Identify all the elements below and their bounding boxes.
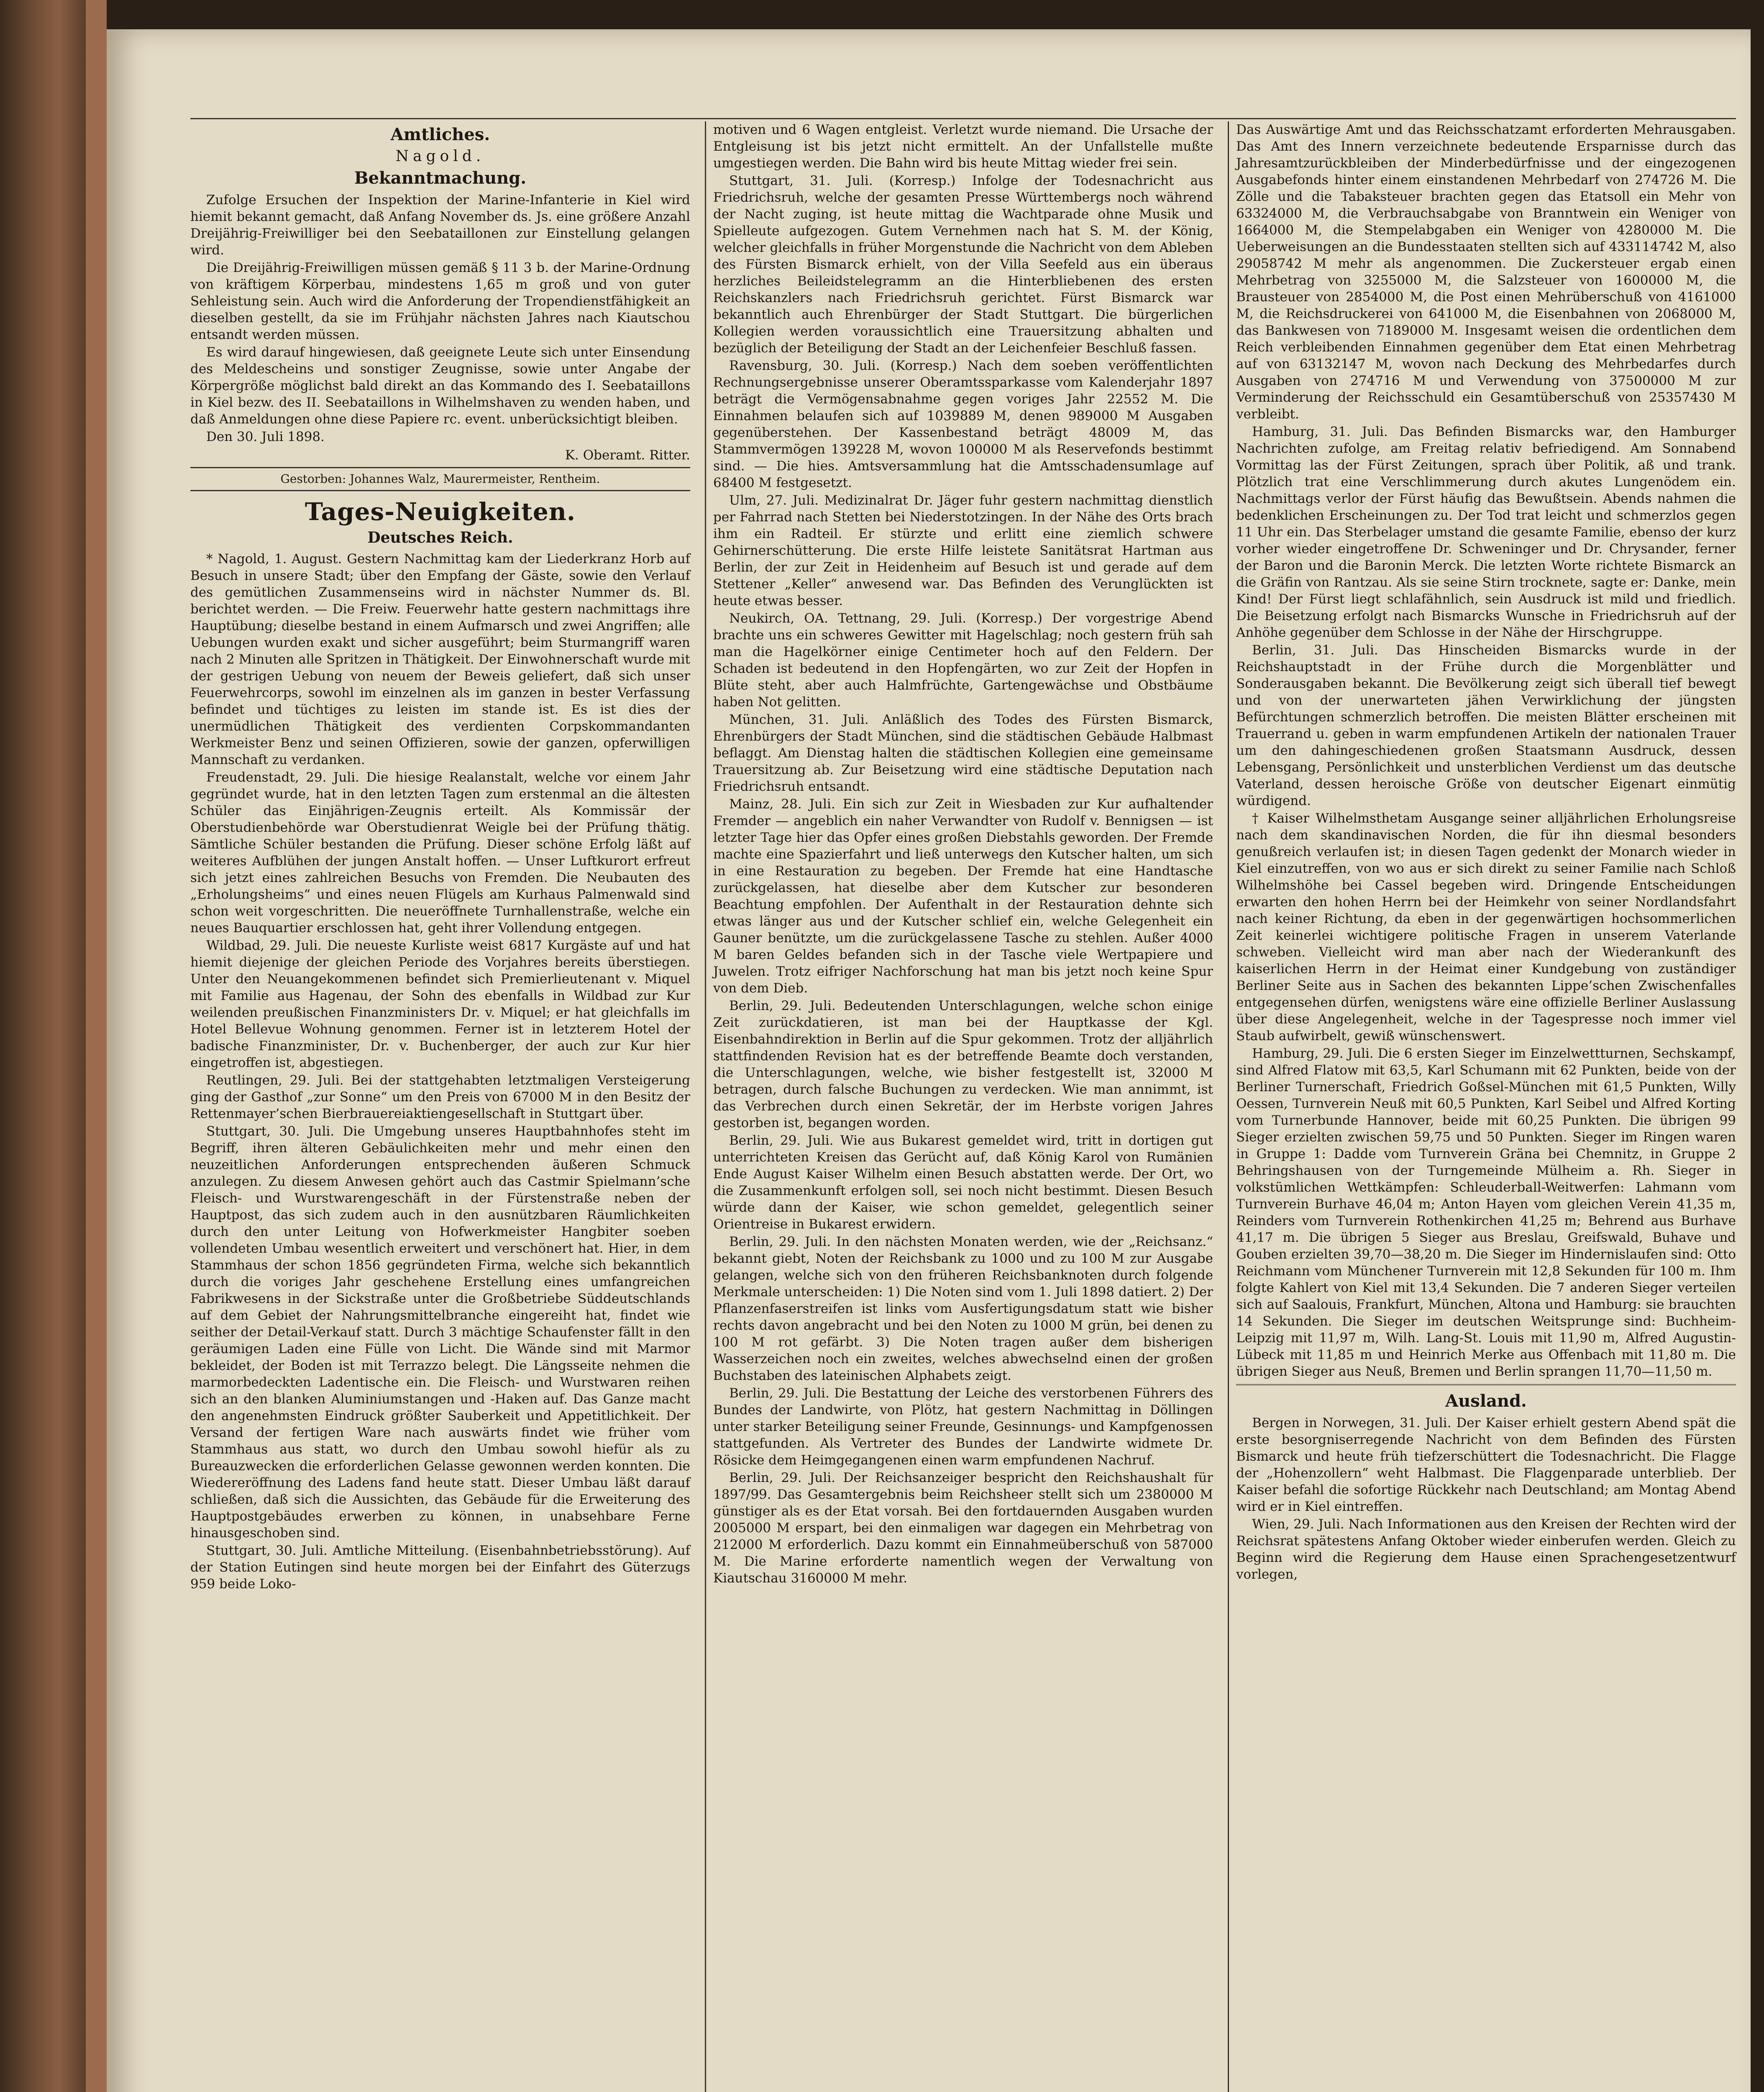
column-rule-1 <box>705 121 706 2092</box>
news-article: Wien, 29. Juli. Nach Informationen aus den Kreisen der Rechten wird der Reichsrat spätestens Anfang Oktober wieder einberufen werden. Gleich zu Beginn wird die Regierung dem Hause einen Sprachengesetzentwurf vorlegen, <box>1236 1517 1736 1582</box>
column-2 <box>713 121 1213 1587</box>
column-rule-2 <box>1228 121 1229 2092</box>
news-article: Wildbad, 29. Juli. Die neueste Kurliste weist 6817 Kurgäste auf und hat hiemit diejenige der gleichen Periode des Vorjahres bereits überstiegen. Unter den Neuangekommenen befindet sich Premierlieutenant v. Miquel mit Familie aus Hagenau, der Sohn des ebenfalls in Wildbad zur Kur weilenden preußischen Finanzministers Dr. v. Miquel; er hat gleichfalls im Hotel Bellevue Wohnung genommen. Ferner ist in letzterem Hotel der badische Finanzminister, Dr. v. Buchenberger, der auch zur Kur hier eingetroffen ist, abgestiegen. <box>190 938 690 1070</box>
top-rule <box>190 118 1736 119</box>
news-article: Berlin, 29. Juli. Bedeutenden Unterschlagungen, welche schon einige Zeit zurückdatieren, ist man bei der Hauptkasse der Kgl. Eisenbahndirektion in Berlin auf die Spur gekommen. Trotz der alljährlich stattfindenden Revision hat es der betreffende Beamte doch verstanden, die Unterschlagungen, welche, wie bisher festgestellt ist, 32000 M betragen, durch falsche Buchungen zu verdecken. Wie man annimmt, ist das Verbrechen durch einen Sekretär, der im Herbste vorigen Jahres gestorben ist, begangen worden. <box>713 998 1213 1131</box>
news-article: Hamburg, 29. Juli. Die 6 ersten Sieger im Einzelwettturnen, Sechskampf, sind Alfred Flatow mit 63,5, Karl Schumann mit 62 Punkten, beide von der Berliner Turnerschaft, Friedrich Goßsel-München mit 61,5 Punkten, Willy Oessen, Turnverein Neuß mit 60,5 Punkten, Karl Seibel und Alfred Korting vom Turnerbunde Hannover, beide mit 60,25 Punkten. Die übrigen 99 Sieger erzielten zwischen 59,75 und 50 Punkten. Sieger im Ringen waren in Gruppe 1: Dadde vom Turnverein Gräna bei Chemnitz, in Gruppe 2 Behringshausen von der Turngemeinde Mülheim a. Rh. Sieger in volkstümlichen Wettkämpfen: Schleuderball-Weitwerfen: Lahmann vom Turnverein Burhave 46,04 m; Anton Hayen vom gleichen Verein 41,35 m, Reinders vom Turnverein Rothenkirchen 41,25 m; Behrend aus Burhave 41,17 m. Die übrigen 5 Sieger aus Breslau, Greifswald, Buhave und Gouben erzielten 39,70—38,20 m. Die Sieger im Hindernislaufen sind: Otto Reichmann vom Münchener Turnverein mit 12,8 Sekunden für 100 m. Ihm folgte Kahlert von Kiel mit 13,4 Sekunden. Die 7 anderen Sieger verteilen sich auf Saalouis, Frankfurt, München, Altona und Hamburg: sie brauchten 14 Sekunden. Die Sieger im deutschen Weitsprunge sind: Buchheim-Leipzig mit 11,97 m, Wilh. Lang-St. Louis mit 11,90 m, Alfred Augustin-Lübeck mit 11,85 m und Heinrich Merke aus Offenbach mit 11,80 m. Die übrigen Sieger aus Neuß, Bremen und Berlin sprangen 11,70—11,50 m. <box>1236 1046 1736 1379</box>
news-article: motiven und 6 Wagen entgleist. Verletzt wurde niemand. Die Ursache der Entgleisung ist bis jetzt nicht ermittelt. An der Unfallstelle mußte umgestiegen werden. Die Bahn wird bis heute Mittag wieder frei sein. <box>713 122 1213 171</box>
column-3 <box>1236 121 1736 1584</box>
news-article: Reutlingen, 29. Juli. Bei der stattgehabten letztmaligen Versteigerung ging der Gasthof „zur Sonne“ um den Preis von 67000 M in den Besitz der Rettenmayer’schen Bierbrauereiaktiengesellschaft in Stuttgart über. <box>190 1073 690 1121</box>
binding-band <box>86 0 107 2092</box>
news-article: Bergen in Norwegen, 31. Juli. Der Kaiser erhielt gestern Abend spät die erste besorgniserregende Nachricht von dem Befinden des Fürsten Bismarck und heute früh tiefzerschüttert die Todesnachricht. Die Flagge der „Hohenzollern“ weht Halbmast. Die Flaggenparade unterblieb. Der Kaiser befahl die sofortige Rückkehr nach Deutschland; am Montag Abend wird er in Kiel eintreffen. <box>1236 1415 1736 1514</box>
announcement-paragraph: Die Dreijährig-Freiwilligen müssen gemäß § 11 3 b. der Marine-Ordnung von kräftigem Körperbau, mindestens 1,65 m groß und von guter Sehleistung sein. Auch wird die Anforderung der Tropendienstfähigkeit an dieselben gestellt, da sie im Frühjahr nächsten Jahres nach Kiautschou entsandt werden müssen. <box>190 260 690 342</box>
section-divider <box>1236 1384 1736 1386</box>
place-heading: Nagold. <box>395 148 485 165</box>
book-binding <box>0 0 107 2092</box>
news-article: Hamburg, 31. Juli. Das Befinden Bismarcks war, den Hamburger Nachrichten zufolge, am Freitag relativ befriedigend. Am Sonnabend Vormittag las der Fürst Zeitungen, sprach über Politik, aß und trank. Plötzlich trat eine Verschlimmerung durch akutes Lungenödem ein. Nachmittags verlor der Fürst häufig das Bewußtsein. Abends nahmen die bedenklichen Erscheinungen zu. Der Tod trat leicht und schmerzlos gegen 11 Uhr ein. Das Sterbelager umstand die gesamte Familie, ebenso der kurz vorher wieder eingetroffene Dr. Schweninger und Dr. Chrysander, ferner der Baron und die Baronin Merck. Die letzten Worte richtete Bismarck an die Gräfin von Rantzau. Als sie seine Stirn trocknete, sagte er: Danke, mein Kind! Der Fürst liegt schlafähnlich, sein Ausdruck ist mild und friedlich. Die Beisetzung erfolgt nach Bismarcks Wunsche in Friedrichsruh auf der Anhöhe gegenüber dem Schlosse in der Nähe der Hirschgruppe. <box>1236 424 1736 640</box>
news-article: Das Auswärtige Amt und das Reichsschatzamt erforderten Mehrausgaben. Das Amt des Innern verzeichnete bedeutende Ersparnisse durch das Jahresamtzurückbleiben der Minderbedürfnisse und der eingezogenen Ausgabefonds hinter einem einstandenen Mehrbedarf von 274726 M. Die Zölle und die Tabaksteuer brachten gegen das Etatsoll ein Mehr von 63324000 M, die Verbrauchsabgabe von Branntwein ein Weniger von 1664000 M, die Stempelabgaben ein Weniger von 4280000 M. Die Ueberweisungen an die Bundesstaaten stellten sich auf 433114742 M, also 29058742 M mehr als angenommen. Die Zuckersteuer ergab einen Mehrbetrag von 3255000 M, die Salzsteuer von 1600000 M, die Brausteuer von 2854000 M, die Post einen Mehrüberschuß von 4161000 M, die Reichsdruckerei von 641000 M, die Eisenbahnen von 2068000 M, das Bankwesen von 7189000 M. Insgesamt weisen die ordentlichen dem Reich verbleibenden Einnahmen gegenüber dem Etat einen Mehrbetrag auf von 63132147 M, wovon nach Deckung des Mehrbedarfes durch Ausgaben von 274716 M und Verwendung von 37500000 M zur Verminderung der Reichsschuld ein Gesamtüberschuß von 25357430 M verbleibt. <box>1236 122 1736 422</box>
announcement-signature: K. Oberamt. Ritter. <box>565 448 690 463</box>
subsection-title: Deutsches Reich. <box>367 529 513 546</box>
news-article: Berlin, 31. Juli. Das Hinscheiden Bismarcks wurde in der Reichshauptstadt in der Frühe durch die Morgenblätter und Sonderausgaben bekannt. Die Bevölkerung zeigt sich überall tief bewegt und von der unerwarteten jähen Verwirklichung der jüngsten Befürchtungen schmerzlich betroffen. Die meisten Blätter erscheinen mit Trauerrand u. geben in warm empfundenen Artikeln der nationalen Trauer um den dahingeschiedenen großen Staatsmann Ausdruck, dessen Lebensgang, Persönlichkeit und unsterblichen Verdienst um das deutsche Vaterland, dessen heroische Größe von deutscher Eigenart einmütig würdigend. <box>1236 643 1736 808</box>
news-article: Berlin, 29. Juli. Der Reichsanzeiger bespricht den Reichshaushalt für 1897/99. Das Gesamtergebnis beim Reichsheer stellt sich um 2380000 M günstiger als es der Etat vorsah. Bei den fortdauernden Ausgaben wurden 2005000 M erspart, bei den einmaligen war dagegen ein Mehrbetrag von 212000 M erforderlich. Dazu kommt ein Einnahmeüberschuß von 587000 M. Die Marine erforderte namentlich wegen der Verwaltung von Kiautschau 3160000 M mehr. <box>713 1470 1213 1586</box>
announcement-paragraph: Es wird darauf hingewiesen, daß geeignete Leute sich unter Einsendung des Meldescheins und sonstiger Zeugnisse, sowie unter Angabe der Körpergröße möglichst bald direkt an das Kommando des I. Seebataillons in Kiel bezw. des II. Seebataillons in Wilhelmshaven zu wenden haben, und daß Anmeldungen ohne diese Papiere rc. event. unberücksichtigt bleiben. <box>190 345 690 427</box>
announcement-paragraph: Zufolge Ersuchen der Inspektion der Marine-Infanterie in Kiel wird hiemit bekannt gemacht, daß Anfang November ds. Js. eine größere Anzahl Dreijährig-Freiwilliger bei den Seebataillonen zur Einstellung gelangen wird. <box>190 192 690 258</box>
news-article: Stuttgart, 30. Juli. Amtliche Mitteilung. (Eisenbahnbetriebsstörung). Auf der Station Eutingen sind heute morgen bei der Einfahrt des Güterzugs 959 beide Loko- <box>190 1543 690 1592</box>
news-article: * Nagold, 1. August. Gestern Nachmittag kam der Liederkranz Horb auf Besuch in unsere Stadt; über den Empfang der Gäste, sowie den Verlauf des gemütlichen Zusammenseins wird in nächster Nummer ds. Bl. berichtet werden. — Die Freiw. Feuerwehr hatte gestern nachmittags ihre Hauptübung; dieselbe bestand in einem Aufmarsch und zwei Angriffen; alle Uebungen wurden exakt und sicher ausgeführt; beim Sturmangriff waren nach 2 Minuten alle Spritzen in Thätigkeit. Der Einwohnerschaft wurde mit der gestrigen Uebung von neuem der Beweis geliefert, daß sich unser Feuerwehrcorps, sowohl im einzelnen als im ganzen in bester Verfassung befindet und tüchtiges zu leisten im stande ist. Es ist dies der unermüdlichen Thätigkeit des verdienten Corpskommandanten Werkmeister Benz und seinen Offizieren, sowie der ganzen, opferwilligen Mannschaft zu verdanken. <box>190 551 690 767</box>
news-article: Mainz, 28. Juli. Ein sich zur Zeit in Wiesbaden zur Kur aufhaltender Fremder — angeblich ein naher Verwandter von Rudolf v. Bennigsen — ist letzter Tage hier das Opfer eines großen Diebstahls geworden. Der Fremde machte eine Spazierfahrt und ließ unterwegs den Kutscher halten, um sich in eine Restauration zu begeben. Der Fremde hat eine Handtasche zurückgelassen, hat dieselbe aber dem Kutscher zur besonderen Beachtung empfohlen. Der Aufenthalt in der Restauration dehnte sich etwas länger aus und der Kutscher schlief ein, welche Gelegenheit ein Gauner benützte, um die zurückgelassene Tasche zu stehlen. Außer 4000 M baren Geldes befanden sich in der Tasche viele Wertpapiere und Juwelen. Trotz eifriger Nachforschung hat man bis jetzt noch keine Spur von dem Dieb. <box>713 797 1213 996</box>
news-article: Stuttgart, 30. Juli. Die Umgebung unseres Hauptbahnhofes steht im Begriff, ihren älteren Gebäulichkeiten mehr und mehr einen den neuzeitlichen Anforderungen entsprechenden äußeren Schmuck anzulegen. Zu diesem Anwesen gehört auch das Castmir Spielmann’sche Fleisch- und Wurstwarengeschäft in der Fürstenstraße neben der Hauptpost, das sich zudem auch in den ausnützbaren Räumlichkeiten durch den unter Leitung von Hofwerkmeister Hangbiter soeben vollendeten Umbau wesentlich erweitert und verschönert hat. Hier, in dem Stammhaus der schon 1856 gegründeten Firma, welche sich bekanntlich durch die voriges Jahr geschehene Erstellung eines umfangreichen Fabrikwesens in der Sickstraße unter die Großbetriebe Süddeutschlands auf dem Gebiet der Nahrungsmittelbranche eingereiht hat, findet wie seither der Detail-Verkauf statt. Durch 3 mächtige Schaufenster fällt in den geräumigen Laden eine Fülle von Licht. Die Wände sind mit Marmor bekleidet, der Boden ist mit Terrazzo belegt. Die Längsseite nehmen die marmorbedeckten Ladentische ein. Die Fleisch- und Wurstwaren reihen sich an den blanken Aluminiumstangen und -Haken auf. Das Ganze macht den angenehmsten Eindruck größter Sauberkeit und Appetitlichkeit. Der Versand der fertigen Ware nach auswärts findet wie früher vom Stammhaus aus statt, wo durch den Umbau sowohl hiefür als zu Bureauzwecken die erforderlichen Gelasse gewonnen werden konnten. Die Wiedereröffnung des Ladens fand heute statt. Dieser Umbau läßt darauf schließen, daß sich die Aussichten, das Gebäude für die Erweiterung des Hauptpostgebäudes erwerben zu können, in unabsehbare Ferne hinausgeschoben sind. <box>190 1124 690 1541</box>
news-article: Neukirch, OA. Tettnang, 29. Juli. (Korresp.) Der vorgestrige Abend brachte uns ein schweres Gewitter mit Hagelschlag; noch gestern früh sah man die Hagelkörner einige Centimeter hoch auf den Feldern. Der Schaden ist bedeutend in den Hopfengärten, wo zur Zeit der Hopfen in Blüte steht, aber auch Halmfrüchte, Gartengewächse und Obstbäume haben Not gelitten. <box>713 611 1213 710</box>
section-title-official: Amtliches. <box>390 125 490 144</box>
main-section-title: Tages-Neuigkeiten. <box>305 497 576 526</box>
news-article: Berlin, 29. Juli. Die Bestattung der Leiche des verstorbenen Führers des Bundes der Landwirte, von Plötz, hat gestern Nachmittag in Döllingen unter starker Beteiligung seiner Freunde, Gesinnungs- und Kampfgenossen stattgefunden. Als Vertreter des Bundes der Landwirte widmete Dr. Rösicke dem Heimgegangenen einen warm empfundenen Nachruf. <box>713 1386 1213 1468</box>
news-article: Berlin, 29. Juli. Wie aus Bukarest gemeldet wird, tritt in dortigen gut unterrichteten Kreisen das Gerücht auf, daß König Karol von Rumänien Ende August Kaiser Wilhelm einen Besuch abstatten werde. Der Ort, wo die Zusammenkunft erfolgen soll, sei noch nicht bestimmt. Diesen Besuch würde dann der Kaiser, wie schon gemeldet, gelegentlich seiner Orientreise in Bukarest erwidern. <box>713 1133 1213 1232</box>
news-article: München, 31. Juli. Anläßlich des Todes des Fürsten Bismarck, Ehrenbürgers der Stadt München, sind die städtischen Gebäude Halbmast beflaggt. Am Dienstag halten die städtischen Kollegien eine gemeinsame Trauersitzung ab. Zur Beisetzung wird eine städtische Deputation nach Friedrichsruh entsandt. <box>713 712 1213 794</box>
news-article: † Kaiser Wilhelmsthetam Ausgange seiner alljährlichen Erholungsreise nach dem skandinavischen Norden, die für ihn diesmal besonders genußreich verlaufen ist; in diesen Tagen gedenkt der Monarch wieder in Kiel einzutreffen, von wo aus er sich direkt zu seiner Familie nach Schloß Wilhelmshöhe bei Cassel begeben wird. Dringende Entscheidungen erwarten den hohen Herrn bei der Heimkehr von seiner Nordlandsfahrt nach keiner Richtung, da eben in der gegenwärtigen hochsommerlichen Zeit keinerlei wichtigere politische Fragen in unserem Vaterlande schweben. Vielleicht wird man aber nach der Wiederankunft des kaiserlichen Herrn in der Heimat einer Kundgebung von zuständiger Berliner Seite aus in Sachen des bekannten Lippe’schen Zwischenfalles entgegensehen dürfen, wenigstens wäre eine offizielle Berliner Auslassung über diese Angelegenheit, welche in der Tagespresse noch immer viel Staub aufwirbelt, gewiß wünschenswert. <box>1236 811 1736 1043</box>
news-article: Ravensburg, 30. Juli. (Korresp.) Nach dem soeben veröffentlichten Rechnungsergebnisse unserer Oberamtssparkasse vom Kalenderjahr 1897 beträgt die Vermögensabnahme gegen voriges Jahr 22552 M. Die Einnahmen belaufen sich auf 1039889 M, denen 989000 M Ausgaben gegenüberstehen. Der Kassenbestand beträgt 48009 M, das Stammvermögen 139228 M, wovon 100000 M als Reservefonds bestimmt sind. — Die hies. Amtsversammlung hat die Amtsschadensumlage auf 68400 M festgesetzt. <box>713 358 1213 490</box>
column-1 <box>190 121 690 1593</box>
news-article: Stuttgart, 31. Juli. (Korresp.) Infolge der Todesnachricht aus Friedrichsruh, welche der gesamten Presse Württembergs noch während der Nacht zuging, ist heute mittag die Wachtparade ohne Musik und Spielleute aufgezogen. Gutem Vernehmen nach hat S. M. der König, welcher gleichfalls in früher Morgenstunde die Nachricht von dem Ableben des Fürsten Bismarck erhielt, von der Villa Seefeld aus ein überaus herzliches Beileidstelegramm an die Hinterbliebenen des ersten Reichskanzlers nach Friedrichsruh gerichtet. Fürst Bismarck war bekanntlich auch Ehrenbürger der Stadt Stuttgart. Die bürgerlichen Kollegien werden voraussichtlich eine Trauersitzung abhalten und bezüglich der Beteiligung der Stadt an der Leichenfeier Beschluß fassen. <box>713 173 1213 356</box>
announcement-headline: Bekanntmachung. <box>354 168 527 188</box>
death-notice: Gestorben: Johannes Walz, Maurermeister, Rentheim. <box>190 467 690 491</box>
section-title-foreign: Ausland. <box>1445 1391 1527 1411</box>
news-article: Berlin, 29. Juli. In den nächsten Monaten werden, wie der „Reichsanz.“ bekannt giebt, Noten der Reichsbank zu 1000 und zu 100 M zur Ausgabe gelangen, welche sich von den früheren Reichsbanknoten durch folgende Merkmale unterscheiden: 1) Die Noten sind vom 1. Juli 1898 datiert. 2) Der Pflanzenfaserstreifen ist links vom Ausfertigungsdatum statt wie bisher rechts davon angebracht und bei den Noten zu 1000 M grün, bei denen zu 100 M rot gefärbt. 3) Die Noten tragen außer dem bisherigen Wasserzeichen noch ein zweites, welches abwechselnd einen der großen Buchstaben des lateinischen Alphabets zeigt. <box>713 1234 1213 1383</box>
news-article: Ulm, 27. Juli. Medizinalrat Dr. Jäger fuhr gestern nachmittag dienstlich per Fahrrad nach Stetten bei Niederstotzingen. In der Nähe des Orts brach ihm ein Radteil. Er stürzte und erlitt eine ziemlich schwere Gehirnerschütterung. Die erste Hilfe leistete Sanitätsrat Hartman aus Berlin, der zur Zeit in Heidenheim auf Besuch ist und gerade auf dem Stettener „Keller“ anwesend war. Das Befinden des Verunglückten ist heute etwas besser. <box>713 493 1213 608</box>
announcement-date: Den 30. Juli 1898. <box>206 429 325 444</box>
news-article: Freudenstadt, 29. Juli. Die hiesige Realanstalt, welche vor einem Jahr gegründet wurde, hat in den letzten Tagen zum erstenmal an die ältesten Schüler das Einjährigen-Zeugnis erteilt. Als Kommissär der Oberstudienbehörde war Oberstudienrat Weigle bei der Prüfung thätig. Sämtliche Schüler bestanden die Prüfung. Dieser schöne Erfolg läßt auf weiteres Aufblühen der jungen Anstalt hoffen. — Unser Luftkurort erfreut sich jetzt eines zahlreichen Besuchs von Fremden. Die Neubauten des „Erholungsheims“ und eines neuen Flügels am Kurhaus Palmenwald sind schon weit vorgeschritten. Die neueröffnete Turnhallenstraße, welche ein neues Bauquartier erschlossen hat, geht ihrer Vollendung entgegen. <box>190 770 690 936</box>
